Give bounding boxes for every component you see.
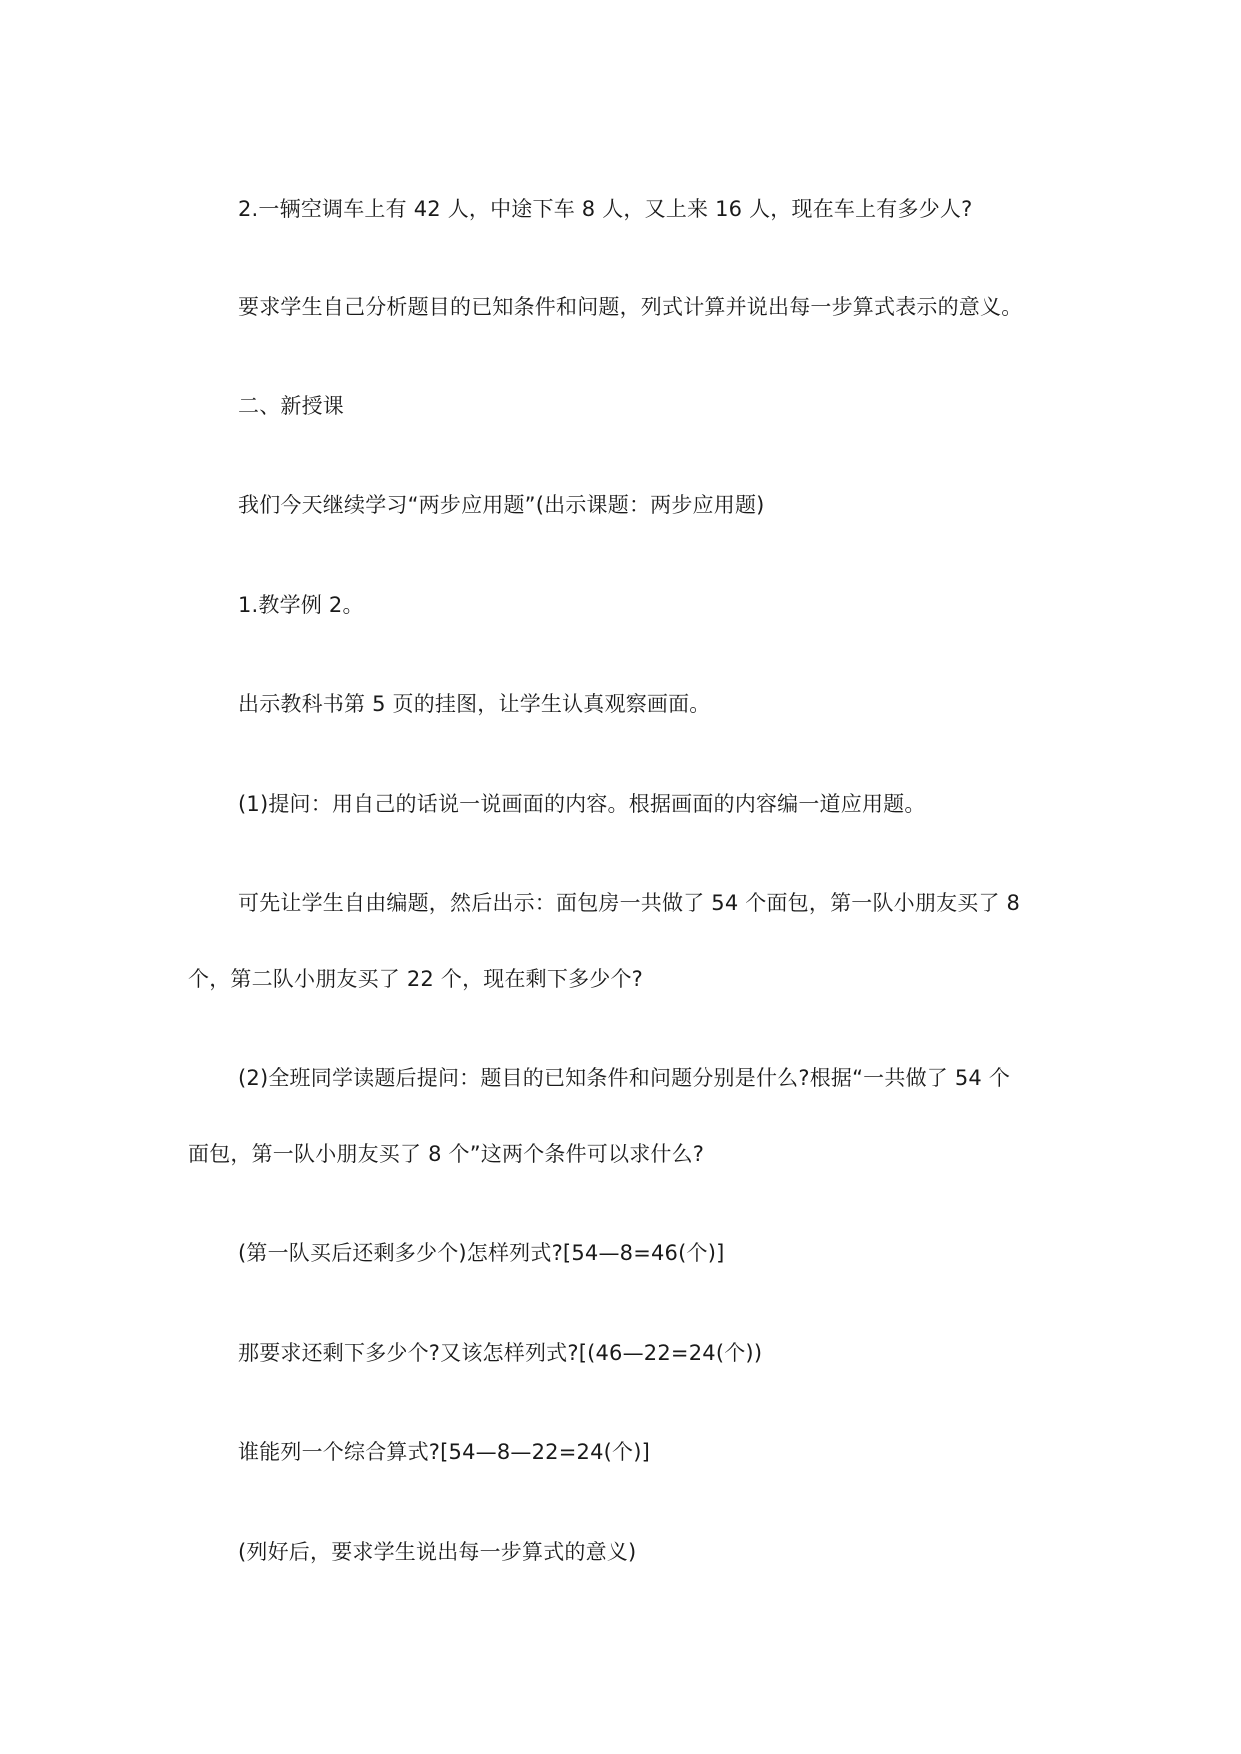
paragraph-example-heading: 1.教学例 2。 [238,593,364,617]
section-heading-new-lesson: 二、新授课 [238,394,344,418]
paragraph-combined-formula: 谁能列一个综合算式?[54—8—22=24(个)] [238,1440,651,1464]
paragraph-question-2-line-1: (2)全班同学读题后提问：题目的已知条件和问题分别是什么?根据“一共做了 54 个 [238,1066,1011,1090]
paragraph-word-problem-line-1: 可先让学生自由编题，然后出示：面包房一共做了 54 个面包，第一队小朋友买了 8 [238,891,1021,915]
paragraph-step-1: (第一队买后还剩多少个)怎样列式?[54—8=46(个)] [238,1241,725,1265]
paragraph-show-picture: 出示教科书第 5 页的挂图，让学生认真观察画面。 [238,692,711,716]
paragraph-explain-meaning: (列好后，要求学生说出每一步算式的意义) [238,1540,637,1564]
paragraph-word-problem-line-2: 个，第二队小朋友买了 22 个，现在剩下多少个? [188,967,644,991]
paragraph-question-2-line-2: 面包，第一队小朋友买了 8 个”这两个条件可以求什么? [188,1142,705,1166]
paragraph-lesson-intro: 我们今天继续学习“两步应用题”(出示课题：两步应用题) [238,493,765,517]
paragraph-instruction: 要求学生自己分析题目的已知条件和问题，列式计算并说出每一步算式表示的意义。 [238,295,1023,319]
paragraph-question-1: (1)提问：用自己的话说一说画面的内容。根据画面的内容编一道应用题。 [238,792,926,816]
paragraph-problem-2: 2.一辆空调车上有 42 人，中途下车 8 人，又上来 16 人，现在车上有多少人? [238,197,973,221]
paragraph-step-2: 那要求还剩下多少个?又该怎样列式?[(46—22=24(个)) [238,1341,763,1365]
